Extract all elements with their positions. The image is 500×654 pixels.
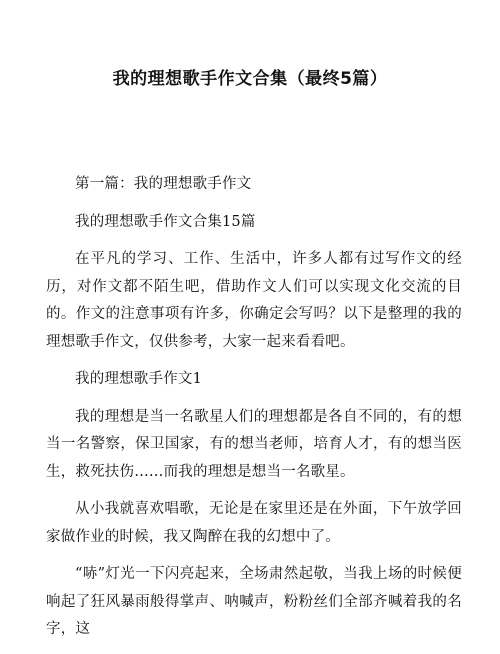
essay-paragraph-3: “哧”灯光一下闪亮起来，全场肃然起敬，当我上场的时候便响起了狂风暴雨般得掌声、呐喊声，粉粉丝们全部齐喊着我的名字，这: [46, 566, 462, 637]
document-body: [46, 171, 462, 654]
intro-paragraph: 在平凡的学习、工作、生活中，许多人都有过写作文的经历，对作文都不陌生吧，借助作文人们可以实现文化交流的目的。作文的注意事项有许多，你确定会写吗？以下是整理的我的理想歌手作文，仅供参考，大家一起来看看吧。: [46, 251, 462, 350]
essay-heading: 我的理想歌手作文1: [75, 371, 203, 387]
essay-paragraph-2: 从小我就喜欢唱歌，无论是在家里还是在外面，下午放学回家做作业的时候，我又陶醉在我的幻想中了。: [46, 501, 462, 545]
document-title: 我的理想歌手作文合集（最终5篇）: [112, 69, 388, 89]
section-heading: 第一篇：我的理想歌手作文: [75, 176, 252, 192]
collection-title: 我的理想歌手作文合集15篇: [75, 213, 256, 230]
essay-paragraph-1: 我的理想是当一名歌星人们的理想都是各自不同的，有的想当一名警察，保卫国家，有的想当老师，培育人才，有的想当医生，救死扶伤……而我的理想是想当一名歌星。: [46, 408, 462, 480]
